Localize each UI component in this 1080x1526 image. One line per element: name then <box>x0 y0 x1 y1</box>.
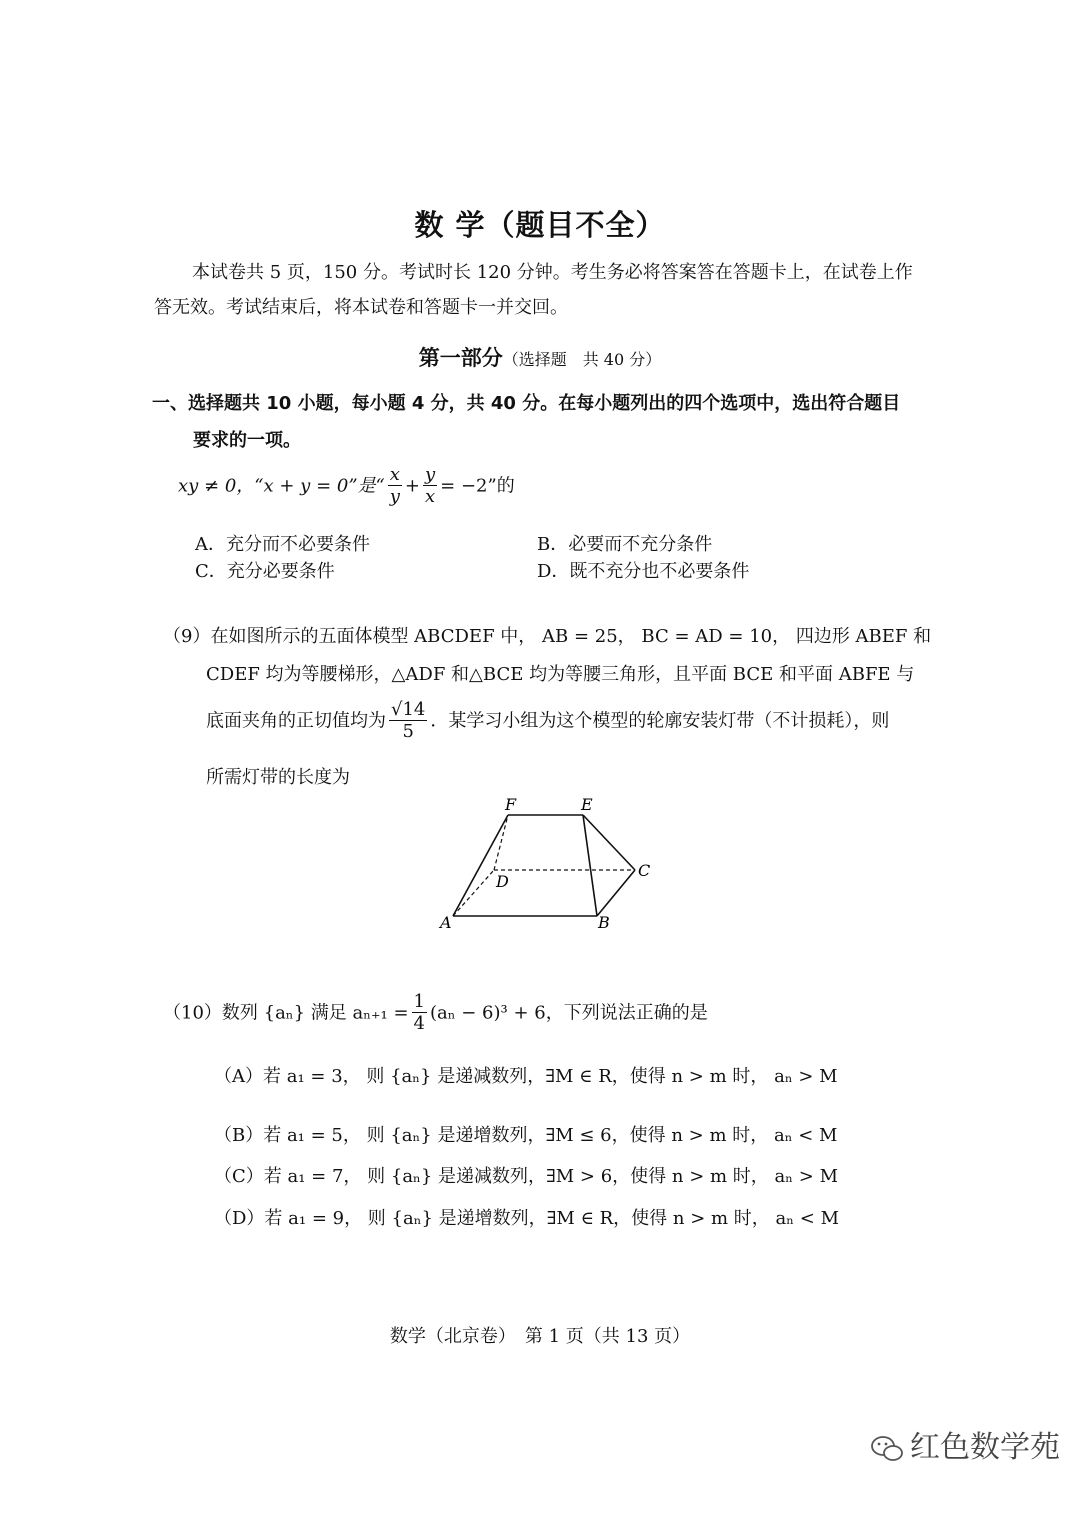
part-subtitle: （选择题 共 40 分） <box>502 350 662 369</box>
wechat-icon <box>870 1434 904 1464</box>
q8-stem <box>178 465 515 508</box>
q9-tan-num: √14 <box>391 699 426 720</box>
intro-line-1: 本试卷共 5 页，150 分。考试时长 120 分钟。考生务必将答案答在答题卡上，在试卷上作 <box>192 262 913 283</box>
q10-stem <box>163 992 708 1035</box>
q8-prefix: xy ≠ 0，“x + y = 0”是“ <box>178 475 385 497</box>
intro-line-2: 答无效。考试结束后，将本试卷和答题卡一并交回。 <box>154 297 568 318</box>
section-instruction-line-2: 要求的一项。 <box>193 430 301 451</box>
q9-line-3-post: ．某学习小组为这个模型的轮廓安装灯带（不计损耗），则 <box>430 710 890 732</box>
edge-ec <box>583 815 635 870</box>
q10-option-c: （C）若 a₁ = 7， 则 {aₙ} 是递减数列，∃M > 6，使得 n > m 时， aₙ > M <box>214 1166 839 1187</box>
label-c: C <box>638 861 651 880</box>
q10-stem-post: (aₙ − 6)³ + 6，下列说法正确的是 <box>429 1002 708 1024</box>
edge-eb <box>583 815 597 916</box>
q8-option-c: C．充分必要条件 <box>195 561 335 582</box>
q8-frac2-den: x <box>424 486 436 507</box>
q10-frac-num: 1 <box>413 991 425 1012</box>
edge-af <box>453 815 508 916</box>
part-heading <box>0 342 1080 372</box>
section-instruction-line-1: 一、选择题共 10 小题，每小题 4 分，共 40 分。在每小题列出的四个选项中，选出符合题目 <box>152 393 901 414</box>
q8-fraction-1 <box>388 465 402 508</box>
q9-tan-den: 5 <box>402 721 414 742</box>
q10-option-b: （B）若 a₁ = 5， 则 {aₙ} 是递增数列，∃M ≤ 6，使得 n > m 时， aₙ < M <box>214 1125 838 1146</box>
q9-line-2: CDEF 均为等腰梯形，△ADF 和△BCE 均为等腰三角形，且平面 BCE 和平面 ABFE 与 <box>206 664 915 685</box>
part-title: 第一部分 <box>418 346 503 370</box>
q8-plus: + <box>404 475 420 497</box>
q10-fraction <box>412 992 427 1035</box>
q8-frac1-den: y <box>389 486 400 507</box>
edge-cb <box>597 870 635 916</box>
q8-frac1-num: x <box>389 464 400 485</box>
q9-tan-fraction <box>389 700 427 743</box>
label-a: A <box>440 913 452 932</box>
q10-option-a: （A）若 a₁ = 3， 则 {aₙ} 是递减数列，∃M ∈ R，使得 n > m 时， aₙ > M <box>214 1066 838 1087</box>
label-d: D <box>496 872 509 891</box>
q9-line-4: 所需灯带的长度为 <box>206 767 350 788</box>
label-f: F <box>505 795 517 814</box>
pentahedron-figure <box>430 790 660 940</box>
q8-fraction-2 <box>423 465 437 508</box>
q8-option-b: B．必要而不充分条件 <box>537 534 713 555</box>
watermark <box>870 1422 1060 1466</box>
edge-df-hidden <box>494 815 508 870</box>
q8-option-d: D．既不充分也不必要条件 <box>537 561 750 582</box>
q9-line-3 <box>206 700 889 743</box>
page-title: 数 学（题目不全） <box>414 208 666 242</box>
q8-option-a: A．充分而不必要条件 <box>195 534 370 555</box>
watermark-text: 红色数学苑 <box>910 1430 1060 1465</box>
q10-frac-den: 4 <box>413 1013 425 1034</box>
q10-stem-pre: （10）数列 {aₙ} 满足 aₙ₊₁ = <box>163 1002 409 1024</box>
q9-line-3-pre: 底面夹角的正切值均为 <box>206 710 386 732</box>
q8-frac2-num: y <box>424 464 436 485</box>
q9-line-1: （9）在如图所示的五面体模型 ABCDEF 中， AB = 25， BC = AD = 10， 四边形 ABEF 和 <box>163 626 932 647</box>
q10-option-d: （D）若 a₁ = 9， 则 {aₙ} 是递增数列，∃M ∈ R，使得 n > m 时， aₙ < M <box>214 1208 840 1229</box>
label-b: B <box>598 913 610 932</box>
q8-suffix: = −2”的 <box>440 475 515 497</box>
page-footer: 数学（北京卷） 第 1 页（共 13 页） <box>389 1326 691 1347</box>
label-e: E <box>581 795 593 814</box>
